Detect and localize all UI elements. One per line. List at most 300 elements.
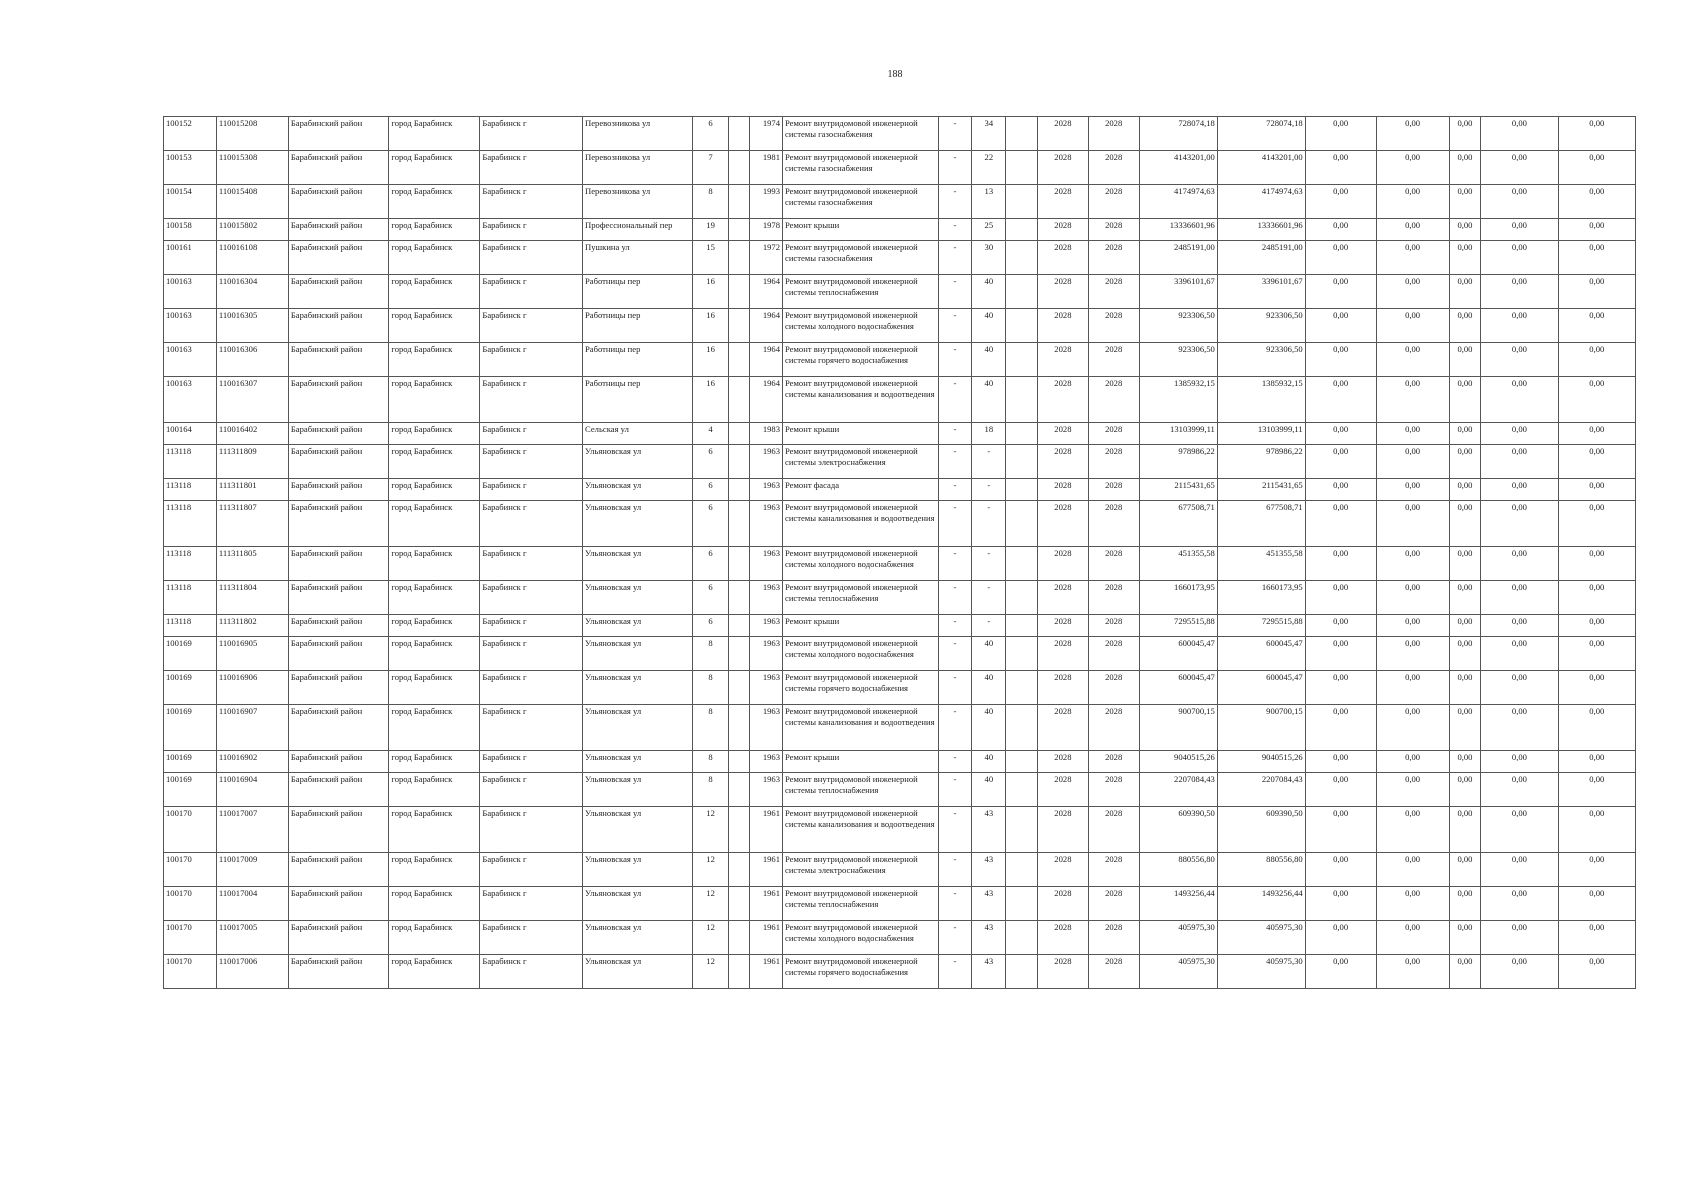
year-end-cell: 2028 (1088, 219, 1139, 241)
zero-cell: 0,00 (1376, 615, 1449, 637)
work-type-cell: Ремонт крыши (783, 615, 939, 637)
zero-cell: 0,00 (1376, 445, 1449, 479)
dash-cell: - (938, 151, 972, 185)
empty-cell (729, 705, 750, 751)
locality-cell: Барабинск г (480, 773, 583, 807)
fund-cost-cell: 4143201,00 (1217, 151, 1305, 185)
house-number-cell: 6 (693, 501, 729, 547)
zero-cell: 0,00 (1376, 377, 1449, 423)
dash-cell: - (938, 751, 972, 773)
code-cell: 110015208 (216, 117, 288, 151)
district-cell: Барабинский район (288, 637, 389, 671)
zero-cell: 0,00 (1305, 241, 1376, 275)
dash-cell: - (938, 773, 972, 807)
locality-cell: Барабинск г (480, 615, 583, 637)
year-start-cell: 2028 (1038, 955, 1089, 989)
settlement-cell: город Барабинск (389, 853, 480, 887)
street-cell: Ульяновская ул (583, 445, 693, 479)
zero-cell: 0,00 (1376, 887, 1449, 921)
zero-cell: 0,00 (1558, 501, 1635, 547)
year-cell: 1961 (750, 921, 783, 955)
dash-cell: - (938, 921, 972, 955)
year-end-cell: 2028 (1088, 117, 1139, 151)
code-cell: 111311805 (216, 547, 288, 581)
empty-cell (1006, 479, 1038, 501)
zero-cell: 0,00 (1481, 275, 1558, 309)
code-cell: 110016305 (216, 309, 288, 343)
year-cell: 1964 (750, 343, 783, 377)
district-cell: Барабинский район (288, 219, 389, 241)
zero-cell: 0,00 (1376, 185, 1449, 219)
empty-cell (1006, 637, 1038, 671)
work-type-cell: Ремонт внутридомовой инженерной системы электроснабжения (783, 853, 939, 887)
zero-cell: 0,00 (1376, 751, 1449, 773)
zero-cell: 0,00 (1376, 547, 1449, 581)
code-cell: 110017005 (216, 921, 288, 955)
zero-cell: 0,00 (1449, 151, 1481, 185)
house-number-cell: 6 (693, 547, 729, 581)
count-cell: 30 (972, 241, 1006, 275)
fund-cost-cell: 4174974,63 (1217, 185, 1305, 219)
zero-cell: 0,00 (1449, 615, 1481, 637)
count-cell: 40 (972, 751, 1006, 773)
total-cost-cell: 900700,15 (1139, 705, 1217, 751)
empty-cell (729, 547, 750, 581)
year-end-cell: 2028 (1088, 807, 1139, 853)
zero-cell: 0,00 (1305, 343, 1376, 377)
zero-cell: 0,00 (1305, 671, 1376, 705)
zero-cell: 0,00 (1449, 637, 1481, 671)
zero-cell: 0,00 (1558, 185, 1635, 219)
total-cost-cell: 978986,22 (1139, 445, 1217, 479)
count-cell: 13 (972, 185, 1006, 219)
count-cell: - (972, 445, 1006, 479)
zero-cell: 0,00 (1449, 501, 1481, 547)
dash-cell: - (938, 309, 972, 343)
zero-cell: 0,00 (1305, 377, 1376, 423)
year-cell: 1964 (750, 275, 783, 309)
count-cell: - (972, 615, 1006, 637)
zero-cell: 0,00 (1376, 773, 1449, 807)
zero-cell: 0,00 (1449, 955, 1481, 989)
house-number-cell: 19 (693, 219, 729, 241)
zero-cell: 0,00 (1449, 377, 1481, 423)
zero-cell: 0,00 (1481, 117, 1558, 151)
code-cell: 110016907 (216, 705, 288, 751)
zero-cell: 0,00 (1376, 479, 1449, 501)
year-start-cell: 2028 (1038, 423, 1089, 445)
zero-cell: 0,00 (1558, 117, 1635, 151)
row-id-cell: 100153 (164, 151, 217, 185)
dash-cell: - (938, 547, 972, 581)
fund-cost-cell: 451355,58 (1217, 547, 1305, 581)
work-type-cell: Ремонт внутридомовой инженерной системы канализования и водоотведения (783, 377, 939, 423)
settlement-cell: город Барабинск (389, 773, 480, 807)
total-cost-cell: 405975,30 (1139, 955, 1217, 989)
house-number-cell: 15 (693, 241, 729, 275)
table-row (164, 581, 1636, 615)
row-id-cell: 113118 (164, 479, 217, 501)
zero-cell: 0,00 (1376, 151, 1449, 185)
table-row (164, 423, 1636, 445)
empty-cell (729, 185, 750, 219)
zero-cell: 0,00 (1449, 185, 1481, 219)
zero-cell: 0,00 (1376, 241, 1449, 275)
fund-cost-cell: 2115431,65 (1217, 479, 1305, 501)
year-start-cell: 2028 (1038, 751, 1089, 773)
zero-cell: 0,00 (1376, 853, 1449, 887)
zero-cell: 0,00 (1481, 921, 1558, 955)
locality-cell: Барабинск г (480, 671, 583, 705)
year-cell: 1961 (750, 887, 783, 921)
zero-cell: 0,00 (1558, 955, 1635, 989)
code-cell: 110016902 (216, 751, 288, 773)
code-cell: 110016904 (216, 773, 288, 807)
year-cell: 1963 (750, 547, 783, 581)
count-cell: 40 (972, 671, 1006, 705)
zero-cell: 0,00 (1376, 637, 1449, 671)
year-start-cell: 2028 (1038, 887, 1089, 921)
total-cost-cell: 609390,50 (1139, 807, 1217, 853)
empty-cell (729, 853, 750, 887)
empty-cell (1006, 151, 1038, 185)
settlement-cell: город Барабинск (389, 581, 480, 615)
zero-cell: 0,00 (1558, 637, 1635, 671)
district-cell: Барабинский район (288, 807, 389, 853)
row-id-cell: 100170 (164, 921, 217, 955)
street-cell: Ульяновская ул (583, 807, 693, 853)
code-cell: 110016905 (216, 637, 288, 671)
house-number-cell: 8 (693, 185, 729, 219)
district-cell: Барабинский район (288, 581, 389, 615)
empty-cell (1006, 343, 1038, 377)
district-cell: Барабинский район (288, 377, 389, 423)
zero-cell: 0,00 (1449, 309, 1481, 343)
zero-cell: 0,00 (1558, 219, 1635, 241)
total-cost-cell: 2115431,65 (1139, 479, 1217, 501)
work-type-cell: Ремонт крыши (783, 423, 939, 445)
table-row (164, 185, 1636, 219)
table-row (164, 241, 1636, 275)
zero-cell: 0,00 (1481, 547, 1558, 581)
locality-cell: Барабинск г (480, 117, 583, 151)
zero-cell: 0,00 (1558, 705, 1635, 751)
year-end-cell: 2028 (1088, 955, 1139, 989)
zero-cell: 0,00 (1449, 705, 1481, 751)
district-cell: Барабинский район (288, 445, 389, 479)
zero-cell: 0,00 (1481, 501, 1558, 547)
table-row (164, 117, 1636, 151)
dash-cell: - (938, 501, 972, 547)
code-cell: 110015802 (216, 219, 288, 241)
count-cell: 22 (972, 151, 1006, 185)
house-number-cell: 16 (693, 309, 729, 343)
year-cell: 1964 (750, 377, 783, 423)
year-cell: 1963 (750, 637, 783, 671)
zero-cell: 0,00 (1305, 117, 1376, 151)
table-row (164, 887, 1636, 921)
year-end-cell: 2028 (1088, 921, 1139, 955)
zero-cell: 0,00 (1305, 479, 1376, 501)
work-type-cell: Ремонт фасада (783, 479, 939, 501)
fund-cost-cell: 7295515,88 (1217, 615, 1305, 637)
zero-cell: 0,00 (1558, 921, 1635, 955)
zero-cell: 0,00 (1481, 853, 1558, 887)
house-number-cell: 12 (693, 955, 729, 989)
settlement-cell: город Барабинск (389, 887, 480, 921)
zero-cell: 0,00 (1305, 921, 1376, 955)
dash-cell: - (938, 887, 972, 921)
district-cell: Барабинский район (288, 151, 389, 185)
locality-cell: Барабинск г (480, 853, 583, 887)
table-row (164, 275, 1636, 309)
year-end-cell: 2028 (1088, 479, 1139, 501)
zero-cell: 0,00 (1449, 241, 1481, 275)
district-cell: Барабинский район (288, 479, 389, 501)
table-row (164, 615, 1636, 637)
empty-cell (729, 151, 750, 185)
house-number-cell: 6 (693, 117, 729, 151)
house-number-cell: 8 (693, 637, 729, 671)
empty-cell (729, 751, 750, 773)
zero-cell: 0,00 (1305, 185, 1376, 219)
street-cell: Ульяновская ул (583, 773, 693, 807)
settlement-cell: город Барабинск (389, 921, 480, 955)
street-cell: Ульяновская ул (583, 547, 693, 581)
work-type-cell: Ремонт внутридомовой инженерной системы канализования и водоотведения (783, 807, 939, 853)
fund-cost-cell: 609390,50 (1217, 807, 1305, 853)
year-end-cell: 2028 (1088, 615, 1139, 637)
year-end-cell: 2028 (1088, 185, 1139, 219)
zero-cell: 0,00 (1481, 185, 1558, 219)
year-start-cell: 2028 (1038, 921, 1089, 955)
year-start-cell: 2028 (1038, 117, 1089, 151)
year-cell: 1972 (750, 241, 783, 275)
count-cell: 18 (972, 423, 1006, 445)
zero-cell: 0,00 (1305, 955, 1376, 989)
year-start-cell: 2028 (1038, 377, 1089, 423)
street-cell: Сельская ул (583, 423, 693, 445)
zero-cell: 0,00 (1449, 581, 1481, 615)
year-start-cell: 2028 (1038, 219, 1089, 241)
empty-cell (729, 343, 750, 377)
empty-cell (729, 921, 750, 955)
street-cell: Ульяновская ул (583, 615, 693, 637)
row-id-cell: 100163 (164, 275, 217, 309)
zero-cell: 0,00 (1481, 377, 1558, 423)
zero-cell: 0,00 (1449, 275, 1481, 309)
fund-cost-cell: 923306,50 (1217, 343, 1305, 377)
empty-cell (1006, 241, 1038, 275)
street-cell: Ульяновская ул (583, 921, 693, 955)
zero-cell: 0,00 (1376, 671, 1449, 705)
zero-cell: 0,00 (1376, 581, 1449, 615)
year-cell: 1963 (750, 705, 783, 751)
dash-cell: - (938, 219, 972, 241)
settlement-cell: город Барабинск (389, 671, 480, 705)
code-cell: 110016402 (216, 423, 288, 445)
count-cell: - (972, 581, 1006, 615)
work-type-cell: Ремонт крыши (783, 751, 939, 773)
zero-cell: 0,00 (1558, 547, 1635, 581)
settlement-cell: город Барабинск (389, 637, 480, 671)
house-number-cell: 12 (693, 887, 729, 921)
district-cell: Барабинский район (288, 423, 389, 445)
total-cost-cell: 451355,58 (1139, 547, 1217, 581)
house-number-cell: 16 (693, 343, 729, 377)
locality-cell: Барабинск г (480, 151, 583, 185)
count-cell: 43 (972, 921, 1006, 955)
zero-cell: 0,00 (1376, 275, 1449, 309)
row-id-cell: 100170 (164, 807, 217, 853)
table-row (164, 807, 1636, 853)
empty-cell (1006, 955, 1038, 989)
zero-cell: 0,00 (1449, 547, 1481, 581)
fund-cost-cell: 13103999,11 (1217, 423, 1305, 445)
zero-cell: 0,00 (1558, 151, 1635, 185)
table-row (164, 955, 1636, 989)
empty-cell (729, 637, 750, 671)
zero-cell: 0,00 (1305, 751, 1376, 773)
zero-cell: 0,00 (1305, 423, 1376, 445)
fund-cost-cell: 2207084,43 (1217, 773, 1305, 807)
zero-cell: 0,00 (1376, 501, 1449, 547)
zero-cell: 0,00 (1481, 751, 1558, 773)
zero-cell: 0,00 (1305, 219, 1376, 241)
work-type-cell: Ремонт внутридомовой инженерной системы теплоснабжения (783, 581, 939, 615)
district-cell: Барабинский район (288, 955, 389, 989)
code-cell: 110016906 (216, 671, 288, 705)
work-type-cell: Ремонт внутридомовой инженерной системы холодного водоснабжения (783, 547, 939, 581)
work-type-cell: Ремонт внутридомовой инженерной системы газоснабжения (783, 185, 939, 219)
count-cell: 40 (972, 275, 1006, 309)
table-row (164, 671, 1636, 705)
year-cell: 1974 (750, 117, 783, 151)
zero-cell: 0,00 (1376, 219, 1449, 241)
row-id-cell: 100170 (164, 955, 217, 989)
count-cell: 43 (972, 853, 1006, 887)
year-end-cell: 2028 (1088, 309, 1139, 343)
table-row (164, 309, 1636, 343)
count-cell: 43 (972, 807, 1006, 853)
empty-cell (729, 581, 750, 615)
street-cell: Ульяновская ул (583, 671, 693, 705)
code-cell: 110015408 (216, 185, 288, 219)
empty-cell (1006, 887, 1038, 921)
total-cost-cell: 4174974,63 (1139, 185, 1217, 219)
zero-cell: 0,00 (1558, 751, 1635, 773)
code-cell: 110016108 (216, 241, 288, 275)
year-start-cell: 2028 (1038, 671, 1089, 705)
code-cell: 110017009 (216, 853, 288, 887)
district-cell: Барабинский район (288, 117, 389, 151)
total-cost-cell: 2207084,43 (1139, 773, 1217, 807)
settlement-cell: город Барабинск (389, 423, 480, 445)
year-start-cell: 2028 (1038, 275, 1089, 309)
empty-cell (1006, 423, 1038, 445)
fund-cost-cell: 13336601,96 (1217, 219, 1305, 241)
locality-cell: Барабинск г (480, 637, 583, 671)
row-id-cell: 100169 (164, 751, 217, 773)
row-id-cell: 100164 (164, 423, 217, 445)
row-id-cell: 100158 (164, 219, 217, 241)
house-number-cell: 7 (693, 151, 729, 185)
total-cost-cell: 3396101,67 (1139, 275, 1217, 309)
zero-cell: 0,00 (1305, 853, 1376, 887)
year-start-cell: 2028 (1038, 615, 1089, 637)
house-number-cell: 6 (693, 581, 729, 615)
zero-cell: 0,00 (1558, 773, 1635, 807)
year-cell: 1963 (750, 671, 783, 705)
year-cell: 1961 (750, 955, 783, 989)
street-cell: Работницы пер (583, 377, 693, 423)
dash-cell: - (938, 637, 972, 671)
zero-cell: 0,00 (1305, 547, 1376, 581)
empty-cell (729, 219, 750, 241)
district-cell: Барабинский район (288, 501, 389, 547)
house-number-cell: 6 (693, 615, 729, 637)
street-cell: Ульяновская ул (583, 637, 693, 671)
zero-cell: 0,00 (1481, 423, 1558, 445)
count-cell: 25 (972, 219, 1006, 241)
empty-cell (1006, 705, 1038, 751)
dash-cell: - (938, 241, 972, 275)
street-cell: Перевозникова ул (583, 185, 693, 219)
dash-cell: - (938, 581, 972, 615)
year-cell: 1963 (750, 501, 783, 547)
settlement-cell: город Барабинск (389, 241, 480, 275)
fund-cost-cell: 9040515,26 (1217, 751, 1305, 773)
fund-cost-cell: 728074,18 (1217, 117, 1305, 151)
district-cell: Барабинский район (288, 705, 389, 751)
empty-cell (1006, 275, 1038, 309)
total-cost-cell: 600045,47 (1139, 637, 1217, 671)
empty-cell (1006, 773, 1038, 807)
page-number: 188 (887, 69, 903, 80)
work-type-cell: Ремонт внутридомовой инженерной системы газоснабжения (783, 241, 939, 275)
total-cost-cell: 13103999,11 (1139, 423, 1217, 445)
zero-cell: 0,00 (1558, 615, 1635, 637)
zero-cell: 0,00 (1376, 921, 1449, 955)
zero-cell: 0,00 (1449, 445, 1481, 479)
street-cell: Ульяновская ул (583, 853, 693, 887)
settlement-cell: город Барабинск (389, 185, 480, 219)
fund-cost-cell: 923306,50 (1217, 309, 1305, 343)
year-end-cell: 2028 (1088, 773, 1139, 807)
row-id-cell: 113118 (164, 615, 217, 637)
locality-cell: Барабинск г (480, 377, 583, 423)
zero-cell: 0,00 (1449, 921, 1481, 955)
work-type-cell: Ремонт внутридомовой инженерной системы холодного водоснабжения (783, 921, 939, 955)
settlement-cell: город Барабинск (389, 445, 480, 479)
empty-cell (729, 671, 750, 705)
dash-cell: - (938, 479, 972, 501)
year-end-cell: 2028 (1088, 751, 1139, 773)
year-start-cell: 2028 (1038, 547, 1089, 581)
district-cell: Барабинский район (288, 921, 389, 955)
table-row (164, 921, 1636, 955)
settlement-cell: город Барабинск (389, 751, 480, 773)
row-id-cell: 100170 (164, 853, 217, 887)
zero-cell: 0,00 (1376, 309, 1449, 343)
zero-cell: 0,00 (1558, 671, 1635, 705)
row-id-cell: 113118 (164, 501, 217, 547)
year-cell: 1963 (750, 751, 783, 773)
locality-cell: Барабинск г (480, 887, 583, 921)
year-end-cell: 2028 (1088, 853, 1139, 887)
year-end-cell: 2028 (1088, 705, 1139, 751)
year-start-cell: 2028 (1038, 637, 1089, 671)
